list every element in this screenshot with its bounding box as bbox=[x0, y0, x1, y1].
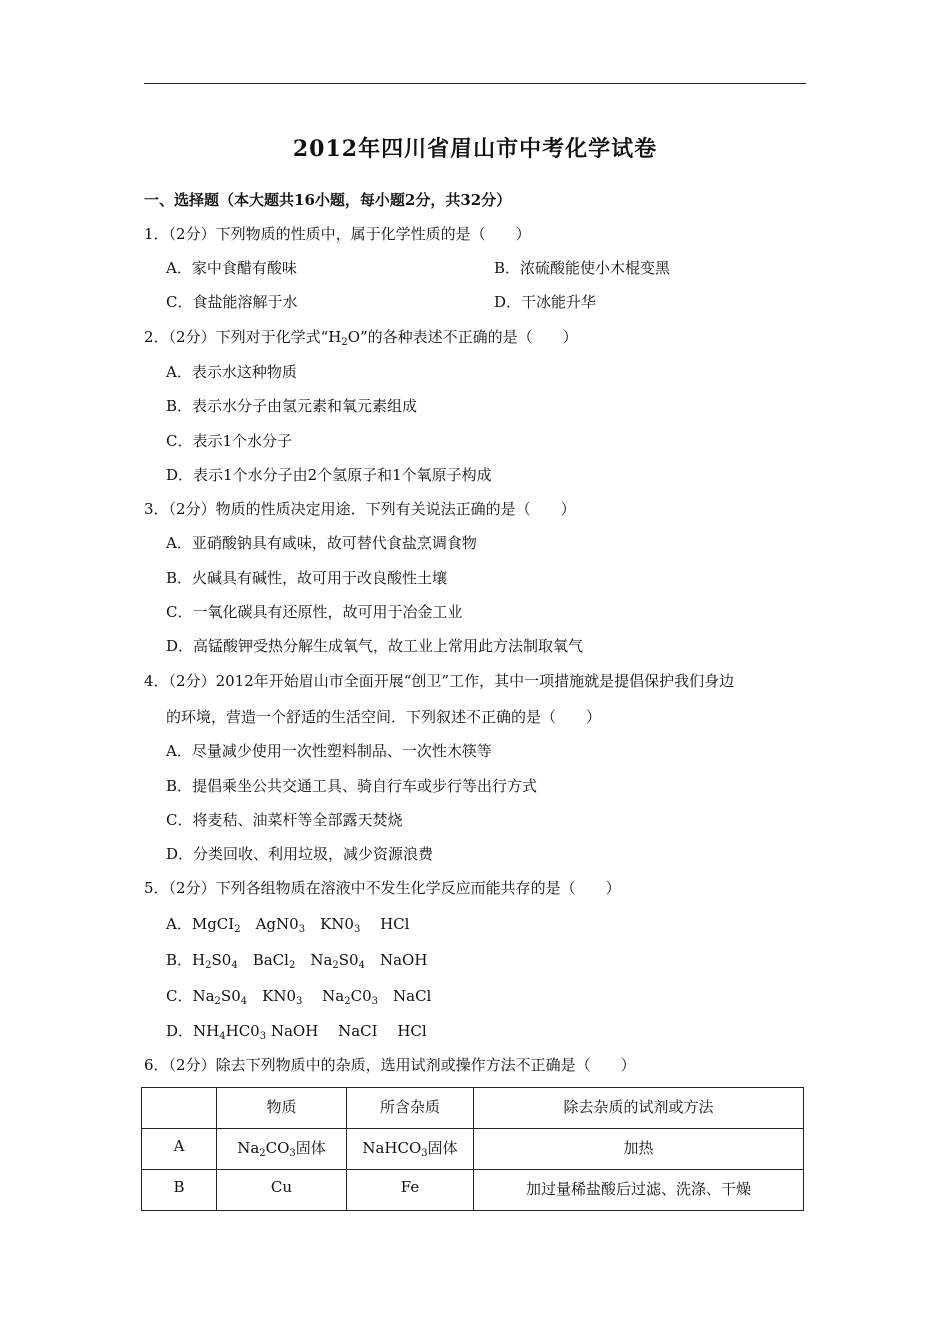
q1-option-d: D．干冰能升华 bbox=[494, 293, 597, 311]
q3-option-d: D．高锰酸钾受热分解生成氧气，故工业上常用此方法制取氧气 bbox=[166, 637, 584, 655]
section-heading: 一、选择题（本大题共16小题，每小题2分，共32分） bbox=[144, 191, 512, 209]
table-row bbox=[142, 1129, 804, 1170]
q4-option-a: A．尽量减少使用一次性塑料制品、一次性木筷等 bbox=[166, 742, 492, 760]
q3-option-a: A．亚硝酸钠具有咸味，故可替代食盐烹调食物 bbox=[166, 534, 477, 552]
q4-stem-line1: 4．（2分）2012年开始眉山市全面开展“创卫”工作，其中一项措施就是提倡保护我们身边 bbox=[144, 672, 735, 690]
table-cell-label: A bbox=[142, 1129, 217, 1170]
table-cell-method: 加热 bbox=[474, 1129, 804, 1170]
q3-stem: 3．（2分）物质的性质决定用途．下列有关说法正确的是（ ） bbox=[144, 500, 576, 518]
table-header-cell bbox=[142, 1088, 217, 1129]
q5-option-c: C．$Na_2S0_4$ $KN0_3$ $Na_2C0_3$ NaCl bbox=[166, 987, 432, 1007]
header-rule bbox=[144, 83, 806, 84]
table-cell-impurity: NaHCO$_3$固体 bbox=[347, 1129, 474, 1170]
q6-stem: 6．（2分）除去下列物质中的杂质，选用试剂或操作方法不正确是（ ） bbox=[144, 1056, 636, 1074]
q2-stem: 2．（2分）下列对于化学式“$H_2O$”的各种表述不正确的是（ ） bbox=[144, 328, 578, 348]
table-cell-impurity: Fe bbox=[347, 1170, 474, 1211]
q5-option-a: A．MgCI$_2$ $AgN0_3$ $KN0_3$ HCl bbox=[166, 915, 410, 935]
table-header-cell: 除去杂质的试剂或方法 bbox=[474, 1088, 804, 1129]
q2-option-b: B．表示水分子由氢元素和氧元素组成 bbox=[166, 397, 418, 415]
q4-option-b: B．提倡乘坐公共交通工具、骑自行车或步行等出行方式 bbox=[166, 777, 538, 795]
table-header-cell: 物质 bbox=[217, 1088, 347, 1129]
table-cell-label: B bbox=[142, 1170, 217, 1211]
q2-option-c: C．表示1个水分子 bbox=[166, 432, 293, 450]
q5-stem: 5．（2分）下列各组物质在溶液中不发生化学反应而能共存的是（ ） bbox=[144, 879, 621, 897]
q6-table bbox=[141, 1087, 804, 1211]
q4-option-c: C．将麦秸、油菜杆等全部露天焚烧 bbox=[166, 811, 403, 829]
q1-stem: 1．（2分）下列物质的性质中，属于化学性质的是（ ） bbox=[144, 225, 531, 243]
q4-option-d: D．分类回收、利用垃圾，减少资源浪费 bbox=[166, 845, 434, 863]
q3-option-c: C．一氧化碳具有还原性，故可用于冶金工业 bbox=[166, 603, 463, 621]
q2-option-d: D．表示1个水分子由2个氢原子和1个氧原子构成 bbox=[166, 466, 492, 484]
q4-stem-line2: 的环境，营造一个舒适的生活空间．下列叙述不正确的是（ ） bbox=[166, 708, 602, 726]
page-title: 2012年四川省眉山市中考化学试卷 bbox=[292, 136, 658, 162]
q5-option-b: B．$H_2S0_4$ BaCl$_2$ $Na_2S0_4$ NaOH bbox=[166, 951, 428, 971]
q1-option-b: B．浓硫酸能使小木棍变黑 bbox=[494, 259, 671, 277]
q3-option-b: B．火碱具有碱性，故可用于改良酸性土壤 bbox=[166, 569, 448, 587]
q2-option-a: A．表示水这种物质 bbox=[166, 363, 297, 381]
q5-option-d: D．$NH_4HC0_3$ NaOH NaCI HCl bbox=[166, 1022, 427, 1042]
q1-option-c: C．食盐能溶解于水 bbox=[166, 293, 298, 311]
table-header-row bbox=[142, 1088, 804, 1129]
table-cell-substance: Cu bbox=[217, 1170, 347, 1211]
table-cell-substance: $Na_2CO_3$固体 bbox=[217, 1129, 347, 1170]
q1-option-a: A．家中食醋有酸味 bbox=[166, 259, 297, 277]
table-header-cell: 所含杂质 bbox=[347, 1088, 474, 1129]
table-row bbox=[142, 1170, 804, 1211]
table-cell-method: 加过量稀盐酸后过滤、洗涤、干燥 bbox=[474, 1170, 804, 1211]
